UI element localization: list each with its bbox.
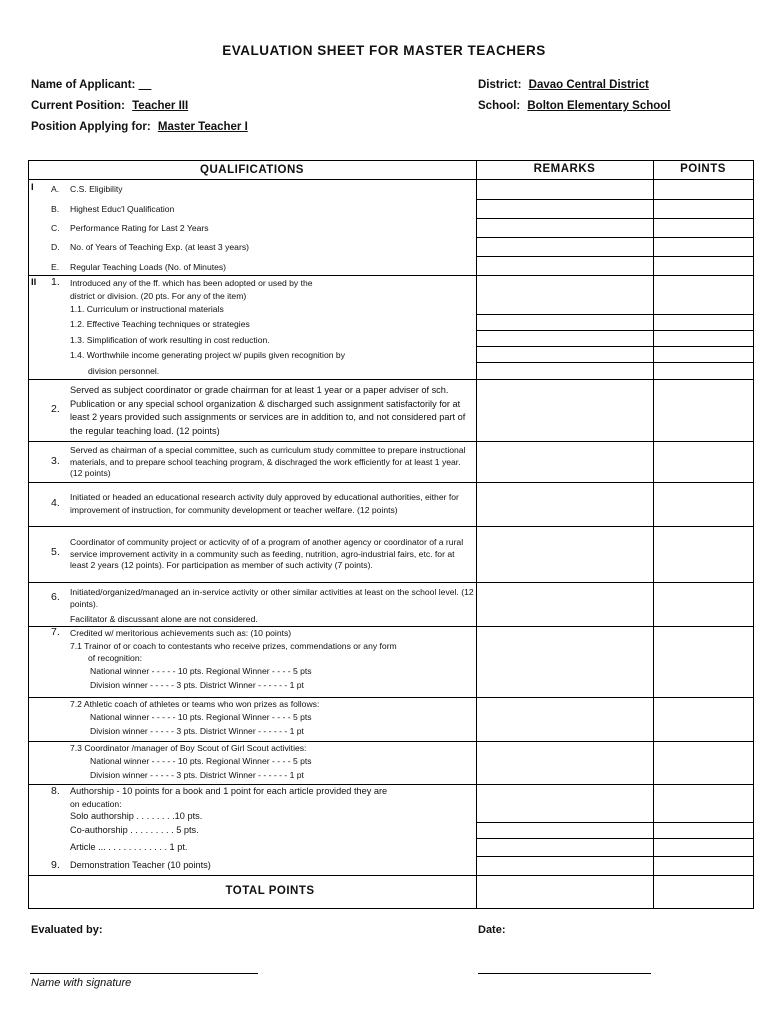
item-1-4: 1.4. Worthwhile income generating project w/ pupils given recognition by [70, 350, 345, 360]
item-c-text: Performance Rating for Last 2 Years [70, 223, 209, 233]
applicant-name-label: Name of Applicant: [31, 79, 136, 91]
remarks-cell[interactable] [477, 219, 653, 237]
points-cell[interactable] [654, 527, 753, 582]
item-5-text: Coordinator of community project or acticvity of of a program of another agency or coordinator of a rural service improvement activity in a community such as feeding, nutrition, agro-industrial fairs, etc. for at least 2 years (12 points). For participation as member of such activity (7 points). [70, 537, 464, 570]
points-cell[interactable] [654, 839, 753, 856]
remarks-cell[interactable] [477, 180, 653, 199]
item-7-1-line1: 7.1 Trainor of or coach to contestants who receive prizes, commendations or any form [70, 641, 397, 651]
item-d-text: No. of Years of Teaching Exp. (at least 3 years) [70, 242, 249, 252]
remarks-cell[interactable] [477, 583, 653, 626]
remarks-cell[interactable] [477, 331, 653, 346]
item-6-text: Initiated/organized/managed an in-service activity or other similar activities at least on the school level. (12 points). [70, 587, 474, 609]
item-7-2-line1: 7.2 Athletic coach of athletes or teams who won prizes as follows: [70, 699, 320, 709]
points-cell[interactable] [654, 823, 753, 838]
item-7-2-division: Division winner - - - - - 3 pts. District Winner - - - - - - 1 pt [90, 726, 304, 736]
item-a-text: C.S. Eligibility [70, 184, 123, 194]
current-position-row [31, 100, 192, 112]
item-6-number: 6. [51, 591, 60, 603]
remarks-cell[interactable] [477, 363, 653, 379]
remarks-cell[interactable] [477, 698, 653, 741]
total-points-label: TOTAL POINTS [225, 885, 315, 897]
item-a-letter: A. [51, 184, 60, 194]
current-position-value[interactable]: Teacher III [132, 100, 189, 112]
remarks-cell[interactable] [477, 857, 653, 875]
item-9-text: Demonstration Teacher (10 points) [70, 860, 211, 870]
item-1-line1: Introduced any of the ff. which has been adopted or used by the [70, 278, 313, 288]
item-b-letter: B. [51, 204, 60, 214]
remarks-cell[interactable] [477, 200, 653, 218]
points-cell[interactable] [654, 380, 753, 441]
item-3-number: 3. [51, 455, 60, 467]
remarks-cell[interactable] [477, 839, 653, 856]
item-1-2: 1.2. Effective Teaching techniques or strategies [70, 319, 250, 329]
points-cell[interactable] [654, 276, 753, 314]
points-cell[interactable] [654, 442, 753, 482]
item-8-solo: Solo authorship . . . . . . . .10 pts. [70, 811, 203, 821]
table-border [28, 160, 754, 161]
item-b-text: Highest Educ'l Qualification [70, 204, 175, 214]
date-line[interactable] [478, 973, 651, 974]
remarks-cell[interactable] [477, 627, 653, 697]
item-8-line1: Authorship - 10 points for a book and 1 point for each article provided they are [70, 786, 388, 796]
item-1-3: 1.3. Simplification of work resulting in cost reduction. [70, 335, 270, 345]
item-4-text: Initiated or headed an educational research activity duly approved by educational authorities, either for improvement of instruction, for community development or teacher welfare. (12 points) [70, 492, 459, 515]
current-position-label: Current Position: [31, 100, 125, 112]
points-cell[interactable] [654, 876, 753, 908]
remarks-cell[interactable] [477, 238, 653, 256]
remarks-cell[interactable] [477, 257, 653, 275]
item-7-3-national: National winner - - - - - 10 pts. Regional Winner - - - - 5 pts [90, 756, 312, 766]
item-d-letter: D. [51, 242, 60, 252]
points-cell[interactable] [654, 857, 753, 875]
remarks-cell[interactable] [477, 315, 653, 330]
item-4-number: 4. [51, 497, 60, 509]
name-with-signature-caption: Name with signature [31, 977, 132, 989]
points-cell[interactable] [654, 363, 753, 379]
item-7-2-national: National winner - - - - - 10 pts. Regional Winner - - - - 5 pts [90, 712, 312, 722]
item-1-line2: district or division. (20 pts. For any of the item) [70, 291, 247, 301]
item-7-3-division: Division winner - - - - - 3 pts. District Winner - - - - - - 1 pt [90, 770, 304, 780]
points-cell[interactable] [654, 583, 753, 626]
position-applying-value[interactable]: Master Teacher I [157, 121, 248, 133]
applicant-name-value[interactable]: __ [138, 79, 152, 91]
item-e-text: Regular Teaching Loads (No. of Minutes) [70, 262, 227, 272]
item-8-line2: on education: [70, 799, 122, 809]
item-9-number: 9. [51, 859, 60, 871]
district-value[interactable]: Davao Central District [528, 79, 649, 91]
item-1-number: 1. [51, 276, 60, 288]
district-label: District: [478, 79, 522, 91]
position-applying-row [31, 121, 252, 133]
points-cell[interactable] [654, 257, 753, 275]
applicant-name-row [31, 79, 151, 91]
points-cell[interactable] [654, 315, 753, 330]
remarks-cell[interactable] [477, 742, 653, 784]
remarks-cell[interactable] [477, 442, 653, 482]
section-i-numeral: I [31, 182, 34, 193]
remarks-cell[interactable] [477, 785, 653, 822]
remarks-cell[interactable] [477, 380, 653, 441]
school-label: School: [478, 100, 521, 112]
item-5-number: 5. [51, 546, 60, 558]
signature-line[interactable] [30, 973, 258, 974]
school-row [478, 100, 675, 112]
points-header: POINTS [680, 163, 726, 175]
points-cell[interactable] [654, 238, 753, 256]
remarks-cell[interactable] [477, 347, 653, 362]
school-value[interactable]: Bolton Elementary School [527, 100, 671, 112]
points-cell[interactable] [654, 483, 753, 526]
points-cell[interactable] [654, 698, 753, 741]
points-cell[interactable] [654, 219, 753, 237]
item-7-number: 7. [51, 626, 60, 638]
item-6-note: Facilitator & discussant alone are not considered. [70, 614, 258, 624]
points-cell[interactable] [654, 331, 753, 346]
remarks-cell[interactable] [477, 876, 653, 908]
table-border [28, 908, 754, 909]
district-row [478, 79, 653, 91]
evaluated-by-label: Evaluated by: [31, 924, 103, 936]
remarks-cell[interactable] [477, 527, 653, 582]
remarks-cell[interactable] [477, 823, 653, 838]
table-border [753, 160, 754, 909]
item-8-article: Article ... . . . . . . . . . . . . 1 pt. [70, 842, 188, 852]
item-8-co: Co-authorship . . . . . . . . . 5 pts. [70, 825, 199, 835]
date-label: Date: [478, 924, 506, 936]
remarks-cell[interactable] [477, 276, 653, 314]
remarks-cell[interactable] [477, 483, 653, 526]
item-7-1-line2: of recognition: [88, 653, 142, 663]
item-c-letter: C. [51, 223, 60, 233]
position-applying-label: Position Applying for: [31, 121, 151, 133]
remarks-header: REMARKS [533, 163, 596, 175]
item-7-1-national: National winner - - - - - 10 pts. Regional Winner - - - - 5 pts [90, 666, 312, 676]
qualifications-header: QUALIFICATIONS [200, 164, 304, 176]
item-2-text: Served as subject coordinator or grade chairman for at least 1 year or a paper adviser of sch. Publication or any special school organization & discharged such assignment satisfactorily for at least 2 years provided such assignments or services are in addition to, and not considered part of the regular teaching load. (12 points) [70, 385, 466, 436]
item-2-number: 2. [51, 403, 60, 415]
item-3-text: Served as chairman of a special committee, such as curriculum study committee to prepare instructional materials, and to prepare school teaching program, & dischraged the work efficiently for at least 1 year. (12 points) [70, 445, 466, 478]
points-cell[interactable] [654, 347, 753, 362]
points-cell[interactable] [654, 200, 753, 218]
item-7-heading: Credited w/ meritorious achievements such as: (10 points) [70, 628, 292, 638]
points-cell[interactable] [654, 627, 753, 697]
points-cell[interactable] [654, 785, 753, 822]
item-e-letter: E. [51, 262, 60, 272]
item-1-4-cont: division personnel. [88, 366, 160, 376]
item-1-1: 1.1. Curriculum or instructional materials [70, 304, 224, 314]
points-cell[interactable] [654, 742, 753, 784]
item-7-1-division: Division winner - - - - - 3 pts. District Winner - - - - - - 1 pt [90, 680, 304, 690]
item-7-3-line1: 7.3 Coordinator /manager of Boy Scout of Girl Scout activities: [70, 743, 307, 753]
points-cell[interactable] [654, 180, 753, 199]
section-ii-numeral: II [31, 277, 37, 288]
item-8-number: 8. [51, 785, 60, 797]
page-title: EVALUATION SHEET FOR MASTER TEACHERS [222, 43, 546, 58]
row-divider [28, 179, 476, 180]
table-border [28, 160, 29, 909]
